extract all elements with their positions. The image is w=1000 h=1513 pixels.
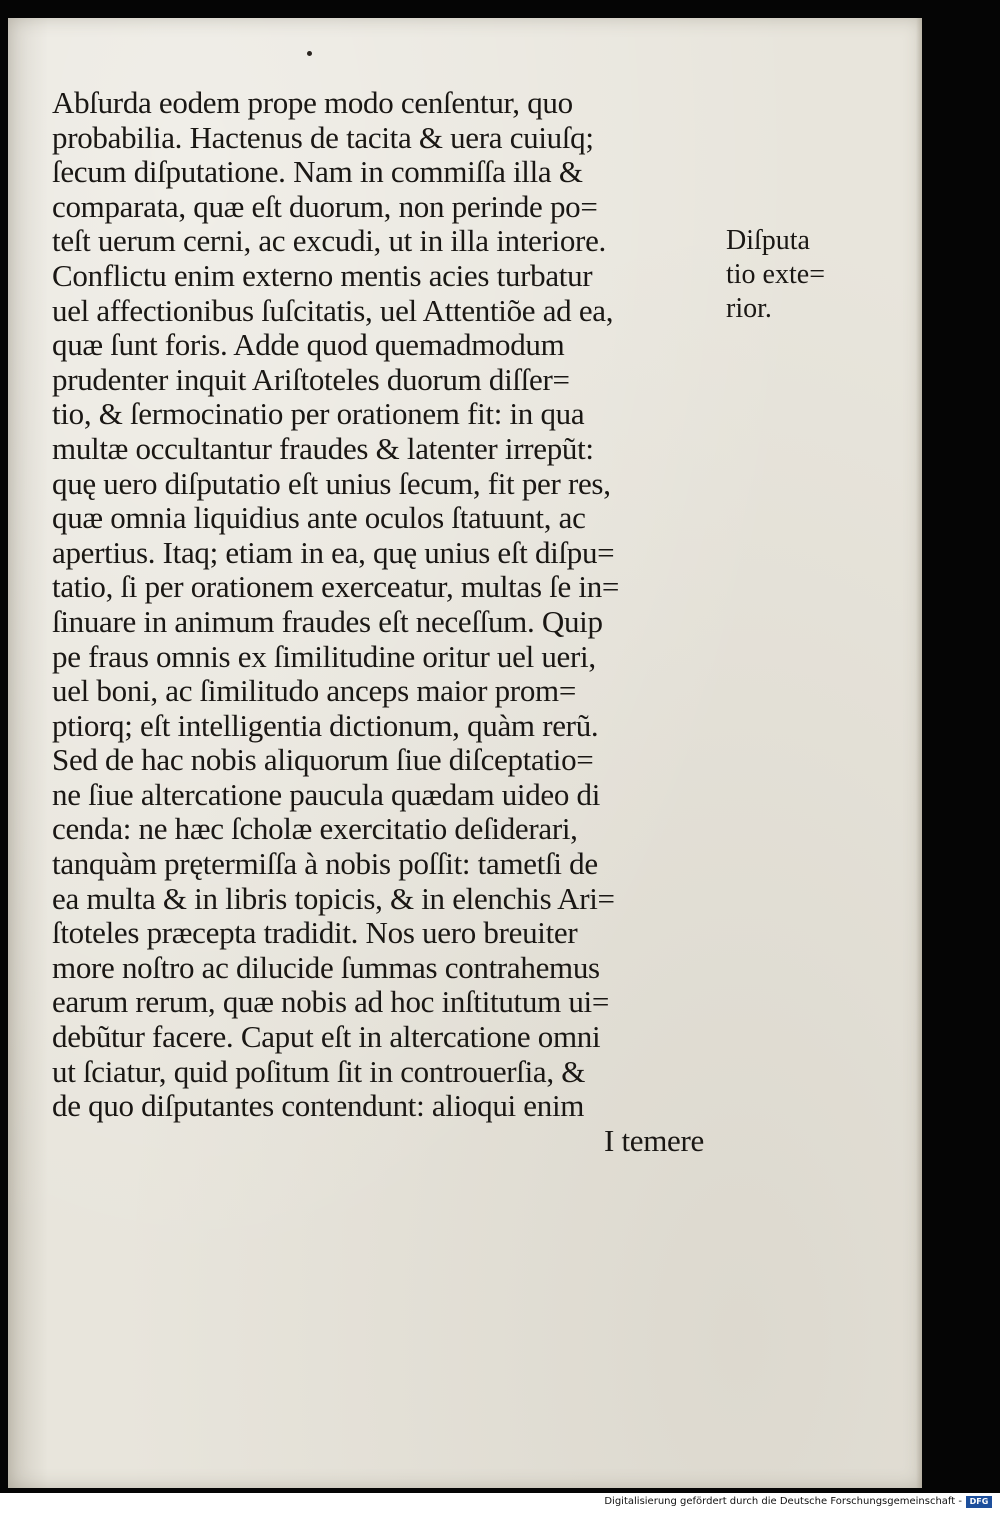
ink-dot [307,51,312,56]
text-line: ſtoteles præcepta tradidit. Nos uero breuiter [52,916,578,951]
text-line: de quo diſputantes contendunt: alioqui enim [52,1089,585,1124]
text-line: ut ſciatur, quid poſitum ſit in controuerſia, & [52,1054,586,1089]
marginal-note [726,224,876,326]
dfg-logo-icon: DFG [966,1496,992,1508]
text-line: earum rerum, quæ nobis ad hoc inſtitutum ui= [52,985,610,1020]
text-line: Abſurda eodem prope modo cenſentur, quo [52,86,573,120]
marginal-note-line: tio exte= [726,259,825,290]
text-line: pe fraus omnis ex ſimilitudine oritur uel ueri, [52,639,596,674]
text-line: ſinuare in animum fraudes eſt neceſſum. Quip [52,604,603,639]
funding-credit: Digitalisierung gefördert durch die Deutsche Forschungsgemeinschaft - [604,1496,962,1507]
footer-bar [0,1493,1000,1513]
marginal-note-line: Diſputa [726,225,810,256]
marginal-note-line: rior. [726,293,772,324]
text-line: quæ ſunt foris. Adde quod quemadmodum [52,328,565,363]
text-line: quę uero diſputatio eſt unius ſecum, fit per res, [52,466,611,501]
text-line: apertius. Itaq; etiam in ea, quę unius eſt diſpu= [52,535,615,570]
text-line: ne ſiue altercatione paucula quædam uideo di [52,777,601,812]
text-line: multæ occultantur fraudes & latenter irrepũt: [52,431,594,466]
text-line: uel boni, ac ſimilitudo anceps maior prom= [52,674,577,709]
book-page [8,18,922,1488]
text-line: ea multa & in libris topicis, & in elenchis Ari= [52,881,615,916]
text-line: tanquàm prętermiſſa à nobis poſſit: tametſi de [52,847,598,882]
text-line: tatio, ſi per orationem exerceatur, multas ſe in= [52,570,620,605]
text-line: Sed de hac nobis aliquorum ſiue diſceptatio= [52,743,594,778]
text-line: debũtur facere. Caput eſt in altercatione omni [52,1020,601,1055]
text-line: more noſtro ac dilucide ſummas contrahemus [52,950,600,985]
text-line: teſt uerum cerni, ac excudi, ut in illa interiore. [52,224,606,259]
text-line: ptiorq; eſt intelligentia dictionum, quàm rerũ. [52,708,599,743]
page-edge [916,18,922,1488]
text-line: prudenter inquit Ariſtoteles duorum diſſer= [52,362,570,397]
text-line: comparata, quæ eſt duorum, non perinde po= [52,189,598,224]
text-line: probabilia. Hactenus de tacita & uera cuiuſq; [52,120,594,155]
text-line: cenda: ne hæc ſcholæ exercitatio deſiderari, [52,812,578,847]
main-text-block [52,86,712,1158]
catchword-line: I temere [604,1123,704,1158]
text-line: quæ omnia liquidius ante oculos ſtatuunt, ac [52,501,586,536]
text-line: tio, & ſermocinatio per orationem fit: in qua [52,397,585,432]
text-line: uel affectionibus ſuſcitatis, uel Attentiõe ad ea, [52,293,614,328]
text-line: Conflictu enim externo mentis acies turbatur [52,258,593,293]
text-line: ſecum diſputatione. Nam in commiſſa illa & [52,155,583,190]
